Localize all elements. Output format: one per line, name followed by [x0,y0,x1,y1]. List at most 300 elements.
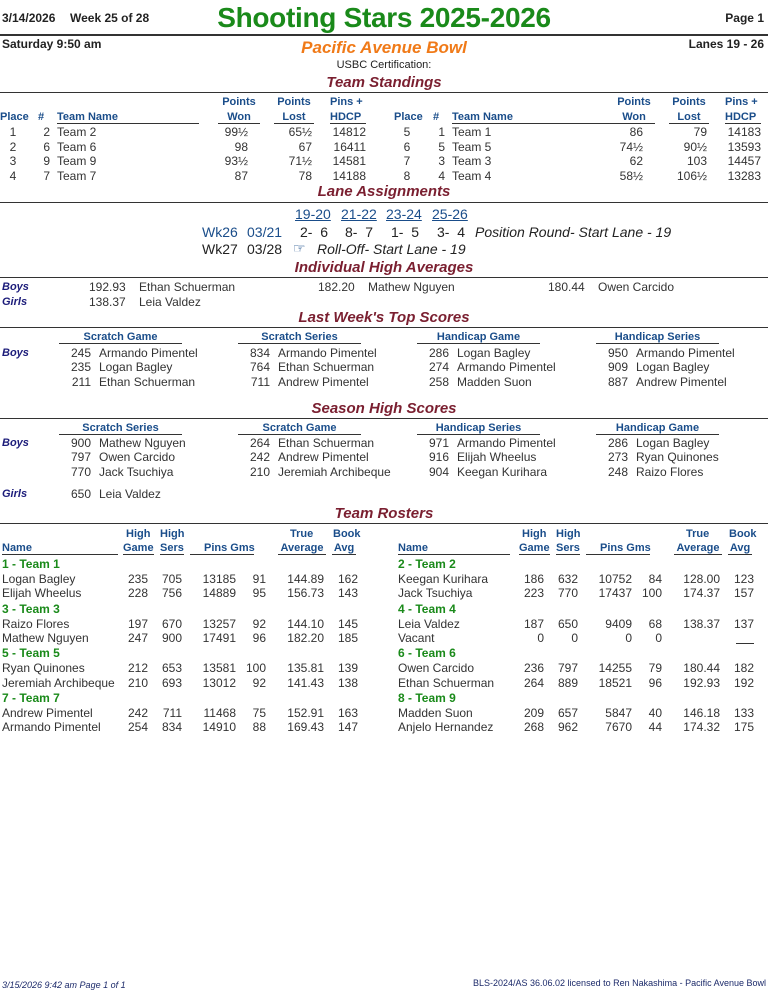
col-high: High [126,528,151,540]
week-27-note: Roll-Off- Start Lane - 19 [317,241,466,257]
player-pins: 18521 [598,675,632,690]
player-pins: 13012 [202,675,236,690]
score-value: 273 [607,450,628,465]
standing-lost: 103 [686,154,707,168]
col-place: Place [0,111,29,123]
score-name: Ethan Schuerman [99,374,196,389]
team-heading: 7 - Team 7 [2,691,60,706]
score-value: 264 [249,436,270,450]
footer-left: 3/15/2026 9:42 am Page 1 of 1 [2,980,126,990]
player-high-game: 254 [127,720,148,735]
team-heading: 6 - Team 6 [398,646,456,661]
player-name: Ryan Quinones [2,661,85,676]
score-value: 916 [428,450,449,465]
boys-label: Boys [2,281,29,293]
player-games: 96 [648,675,662,690]
standing-num: 3 [438,154,445,168]
player-high-game: 197 [127,616,148,631]
col-book-avg: Avg [729,542,751,554]
player-games: 100 [641,586,662,601]
player-book-avg: 138 [337,675,358,690]
player-name: Elijah Wheelus [2,586,82,601]
player-games: 40 [648,706,662,721]
player-games: 92 [252,616,266,631]
standing-num: 5 [438,139,445,154]
player-high-sers: 657 [557,706,578,721]
player-high-game: 223 [523,586,544,601]
week-26-date: 03/21 [247,224,283,240]
col-team: Team Name [57,111,199,124]
col-book-avg: Avg [333,542,355,554]
player-high-sers: 653 [161,661,182,676]
lane-pair: 23-24 [386,206,422,222]
player-high-game: 228 [127,586,148,601]
lane-pair: 19-20 [295,206,331,222]
player-book-avg: 192 [733,675,754,690]
boys-label: Boys [2,347,29,359]
col-book: Book [333,528,361,540]
player-games: 100 [245,661,266,676]
player-pins: 14255 [598,661,632,676]
team-heading: 4 - Team 4 [398,601,456,616]
player-true-avg: 135.81 [287,661,324,676]
player-high-game: 0 [537,630,544,645]
col-name: Name [398,542,510,555]
avg-name: Leia Valdez [139,295,201,309]
score-heading: Scratch Game [238,422,361,435]
player-name: Owen Carcido [398,661,475,676]
score-name: Raizo Flores [636,464,704,479]
player-high-game: 236 [523,661,544,676]
last-week-title: Last Week's Top Scores [298,309,470,326]
score-value: 711 [250,374,270,389]
week-27-label: Wk27 [202,241,238,257]
col-hdcp: HDCP [725,111,761,124]
col-pins: Pins + [330,96,363,108]
player-high-game: 242 [127,706,148,721]
score-value: 764 [249,360,270,375]
standing-place: 2 [9,139,17,154]
player-high-game: 210 [127,675,148,690]
standing-won: 86 [629,125,643,139]
player-name: Andrew Pimentel [2,706,93,721]
player-high-sers: 693 [161,675,182,690]
player-book-avg: 137 [733,616,754,631]
player-pins: 13581 [202,661,236,676]
rosters-title: Team Rosters [334,505,434,522]
score-value: 887 [607,374,628,389]
col-team: Team Name [452,111,620,124]
player-high-sers: 962 [557,720,578,735]
avg-value: 138.37 [89,295,126,309]
player-name: Raizo Flores [2,616,70,631]
standing-pins: 14581 [332,154,366,168]
player-book-avg: 139 [337,661,358,676]
report-title: Shooting Stars 2025-2026 [217,2,551,33]
col-gms: Gms [230,542,255,554]
player-book-avg: 123 [733,572,754,586]
last-week-rule [0,327,768,328]
score-value: 797 [70,450,91,465]
standing-place: 6 [403,139,411,154]
player-true-avg: 144.10 [287,616,324,631]
player-true-avg: 192.93 [683,675,720,690]
page-number: Page 1 [725,11,764,25]
score-value: 286 [607,436,628,450]
player-games: 68 [648,616,662,631]
player-true-avg: 182.20 [287,630,324,645]
player-name: Anjelo Hernandez [398,720,494,735]
standing-place: 4 [9,168,17,183]
standings-rule [0,92,768,93]
player-high-sers: 797 [557,661,578,676]
score-name: Jeremiah Archibeque [278,464,391,479]
player-true-avg: 152.91 [287,706,324,721]
standing-num: 1 [438,125,445,139]
player-name: Jeremiah Archibeque [2,675,115,690]
lanes-title: Lane Assignments [317,183,451,200]
col-average: Average [674,542,722,555]
high-avg-rule [0,277,768,278]
player-true-avg: 138.37 [683,616,720,631]
player-pins: 17491 [202,630,236,645]
standing-team: Team 6 [57,139,97,154]
score-value: 235 [70,360,91,375]
col-high: High [522,528,547,540]
player-book-avg: 163 [337,706,358,721]
standing-won: 58½ [619,168,643,183]
lanes-range: Lanes 19 - 26 [688,37,764,51]
standing-place: 3 [9,154,17,168]
standing-team: Team 3 [452,154,492,168]
standing-pins: 14812 [332,125,366,139]
player-true-avg: 169.43 [287,720,324,735]
score-heading: Scratch Series [238,331,361,344]
player-games: 84 [648,572,662,586]
player-high-sers: 632 [557,572,578,586]
score-value: 248 [607,464,628,479]
standing-num: 6 [43,139,50,154]
avg-name: Mathew Nguyen [368,280,455,294]
player-book-avg: 145 [337,616,358,631]
standing-pins: 14188 [332,168,366,183]
col-num: # [38,111,45,123]
player-high-sers: 770 [557,586,578,601]
standing-place: 8 [403,168,411,183]
score-name: Owen Carcido [99,450,176,465]
col-num: # [433,111,440,123]
standing-pins: 14183 [727,125,761,139]
standing-won: 74½ [619,139,643,154]
week-27-date: 03/28 [247,241,283,257]
player-true-avg: 180.44 [683,661,720,676]
col-sers: Sers [556,542,580,554]
score-name: Leia Valdez [99,487,161,501]
lanes-rule [0,202,768,203]
score-name: Ethan Schuerman [278,360,375,375]
score-value: 258 [428,374,449,389]
player-pins: 17437 [598,586,632,601]
avg-name: Owen Carcido [598,280,675,294]
score-value: 210 [249,464,270,479]
score-value: 834 [249,346,270,360]
pointing-hand-icon: ☞ [293,240,306,256]
score-value: 950 [607,346,628,360]
standing-team: Team 2 [57,125,97,139]
col-points: Points [277,96,311,108]
col-pins-gms [586,542,650,555]
standing-pins: 14457 [727,154,761,168]
player-games: 79 [648,661,662,676]
score-value: 971 [428,436,449,450]
col-true: True [290,528,314,540]
day-time: Saturday 9:50 am [2,37,102,51]
player-games: 92 [252,675,266,690]
player-high-sers: 889 [557,675,578,690]
col-high: High [556,528,581,540]
standing-place: 1 [9,125,17,139]
player-high-game: 268 [523,720,544,735]
player-pins: 0 [625,630,632,645]
girls-label: Girls [2,488,28,500]
score-name: Madden Suon [457,374,532,389]
standing-team: Team 7 [57,168,97,183]
week-26-note: Position Round- Start Lane - 19 [475,224,672,240]
player-pins: 13185 [202,572,236,586]
player-high-game: 235 [127,572,148,586]
col-true: True [686,528,710,540]
player-games: 96 [252,630,266,645]
team-heading: 5 - Team 5 [2,646,60,661]
col-points: Points [222,96,256,108]
player-name: Logan Bagley [2,572,76,586]
week-label: Week 25 of 28 [70,11,150,25]
player-true-avg: 146.18 [683,706,720,721]
player-pins: 7670 [605,720,632,735]
col-pins: Pins + [725,96,758,108]
player-book-avg: 175 [733,720,754,735]
standing-pins: 16411 [333,139,366,154]
score-heading: Handicap Game [417,331,540,344]
avg-value: 192.93 [89,280,126,294]
score-name: Jack Tsuchiya [99,464,174,479]
lane-matchup: 3- 4 [437,224,466,240]
standing-team: Team 5 [452,139,492,154]
score-name: Andrew Pimentel [278,374,369,389]
player-pins: 10752 [598,572,632,586]
standing-num: 7 [43,168,50,183]
player-pins: 14889 [202,586,236,601]
col-high: High [160,528,185,540]
player-book-avg: 147 [337,720,358,735]
standing-num: 4 [438,168,445,183]
player-high-game: 264 [523,675,544,690]
score-value: 650 [70,487,91,501]
player-high-sers: 705 [161,572,182,586]
week-26-label: Wk26 [202,224,238,240]
report-date: 3/14/2026 [2,11,56,25]
team-heading: 8 - Team 9 [398,691,456,706]
player-high-sers: 0 [571,630,578,645]
footer-right: BLS-2024/AS 36.06.02 licensed to Ren Nakashima - Pacific Avenue Bowl [472,978,766,988]
standing-lost: 78 [298,168,312,183]
player-true-avg: 141.43 [287,675,324,690]
standing-pins: 13593 [727,139,761,154]
standing-place: 5 [403,125,411,139]
score-name: Mathew Nguyen [99,436,186,450]
score-name: Logan Bagley [99,360,173,375]
col-gms: Gms [626,542,651,554]
player-true-avg: 144.89 [287,572,324,586]
score-heading: Handicap Game [596,422,719,435]
team-heading: 1 - Team 1 [2,557,60,571]
team-heading: 2 - Team 2 [398,557,456,571]
player-games: 88 [252,720,266,735]
score-value: 770 [70,464,91,479]
score-value: 242 [249,450,270,465]
player-pins: 11468 [203,706,236,721]
col-game: Game [519,542,550,554]
player-pins: 5847 [605,706,632,721]
rosters-rule [0,523,768,524]
standing-team: Team 4 [452,168,492,183]
season-title: Season High Scores [311,400,457,417]
score-value: 286 [428,346,449,360]
player-pins: 14910 [202,720,236,735]
lane-matchup: 2- 6 [300,224,329,240]
player-book-avg: 185 [337,630,358,645]
col-lost: Lost [669,111,709,124]
player-games: 44 [648,720,662,735]
player-high-sers: 900 [161,630,182,645]
score-value: 909 [607,360,628,375]
score-name: Armando Pimentel [99,346,198,360]
lane-matchup: 8- 7 [345,224,374,240]
col-points: Points [672,96,706,108]
player-high-game: 187 [523,616,544,631]
lane-matchup: 1- 5 [391,224,420,240]
player-book-avg: 182 [733,661,754,676]
standing-place: 7 [403,154,411,168]
player-high-game: 186 [523,572,544,586]
player-games: 75 [252,706,266,721]
player-name: Leia Valdez [398,616,460,631]
player-name: Vacant [398,630,435,645]
score-heading: Handicap Series [417,422,540,435]
standing-lost: 90½ [683,139,707,154]
player-high-game: 209 [523,706,544,721]
player-high-sers: 711 [162,706,182,721]
player-pins: 13257 [202,616,236,631]
score-name: Ryan Quinones [636,450,719,465]
score-heading: Scratch Series [59,422,182,435]
col-hdcp: HDCP [330,111,366,124]
player-true-avg: 174.37 [683,586,720,601]
score-name: Armando Pimentel [457,360,556,375]
player-games: 91 [252,572,266,586]
high-avg-title: Individual High Averages [294,259,474,276]
score-value: 274 [428,360,449,375]
col-name: Name [2,542,118,555]
score-name: Logan Bagley [457,346,531,360]
standing-lost: 71½ [288,154,312,168]
player-pins: 9409 [605,616,632,631]
player-games: 95 [252,586,266,601]
score-name: Ethan Schuerman [278,436,375,450]
standings-title: Team Standings [326,74,442,91]
col-won: Won [218,111,260,124]
avg-value: 180.44 [548,280,585,294]
player-games: 0 [655,630,662,645]
score-name: Logan Bagley [636,436,710,450]
col-pins: Pins [600,542,624,554]
player-name: Jack Tsuchiya [398,586,473,601]
score-value: 245 [70,346,91,360]
score-name: Keegan Kurihara [457,464,548,479]
score-name: Elijah Wheelus [457,450,537,465]
book-avg-blank [736,643,754,644]
col-book: Book [729,528,757,540]
standing-lost: 67 [298,139,312,154]
standing-num: 2 [43,125,50,139]
col-place: Place [394,111,423,123]
player-book-avg: 157 [733,586,754,601]
col-sers: Sers [160,542,184,554]
score-name: Andrew Pimentel [278,450,369,465]
col-lost: Lost [274,111,314,124]
lane-pair: 21-22 [341,206,377,222]
col-pins: Pins [204,542,228,554]
score-value: 900 [70,436,91,450]
score-name: Armando Pimentel [278,346,377,360]
player-high-sers: 650 [557,616,578,631]
player-name: Mathew Nguyen [2,630,89,645]
player-true-avg: 128.00 [683,572,720,586]
avg-name: Ethan Schuerman [139,280,236,294]
girls-label: Girls [2,296,28,308]
header-rule [0,34,768,36]
player-high-sers: 756 [161,586,182,601]
standing-num: 9 [43,154,50,168]
boys-label: Boys [2,437,29,449]
player-name: Ethan Schuerman [398,675,495,690]
standing-won: 62 [629,154,643,168]
standing-won: 99½ [224,125,248,139]
standing-team: Team 9 [57,154,97,168]
lane-pair: 25-26 [432,206,468,222]
standing-team: Team 1 [452,125,492,139]
player-book-avg: 162 [337,572,358,586]
col-won: Won [613,111,655,124]
venue-name: Pacific Avenue Bowl [301,38,467,57]
player-high-sers: 670 [161,616,182,631]
score-name: Logan Bagley [636,360,710,375]
season-rule [0,418,768,419]
score-name: Armando Pimentel [636,346,735,360]
avg-value: 182.20 [318,280,355,294]
standing-lost: 65½ [288,125,312,139]
player-high-sers: 834 [161,720,182,735]
player-book-avg: 143 [337,586,358,601]
standing-won: 98 [234,139,248,154]
player-high-game: 212 [127,661,148,676]
player-high-game: 247 [127,630,148,645]
player-name: Armando Pimentel [2,720,101,735]
col-points: Points [617,96,651,108]
player-true-avg: 174.32 [683,720,720,735]
score-heading: Handicap Series [596,331,719,344]
standing-pins: 13283 [727,168,761,183]
